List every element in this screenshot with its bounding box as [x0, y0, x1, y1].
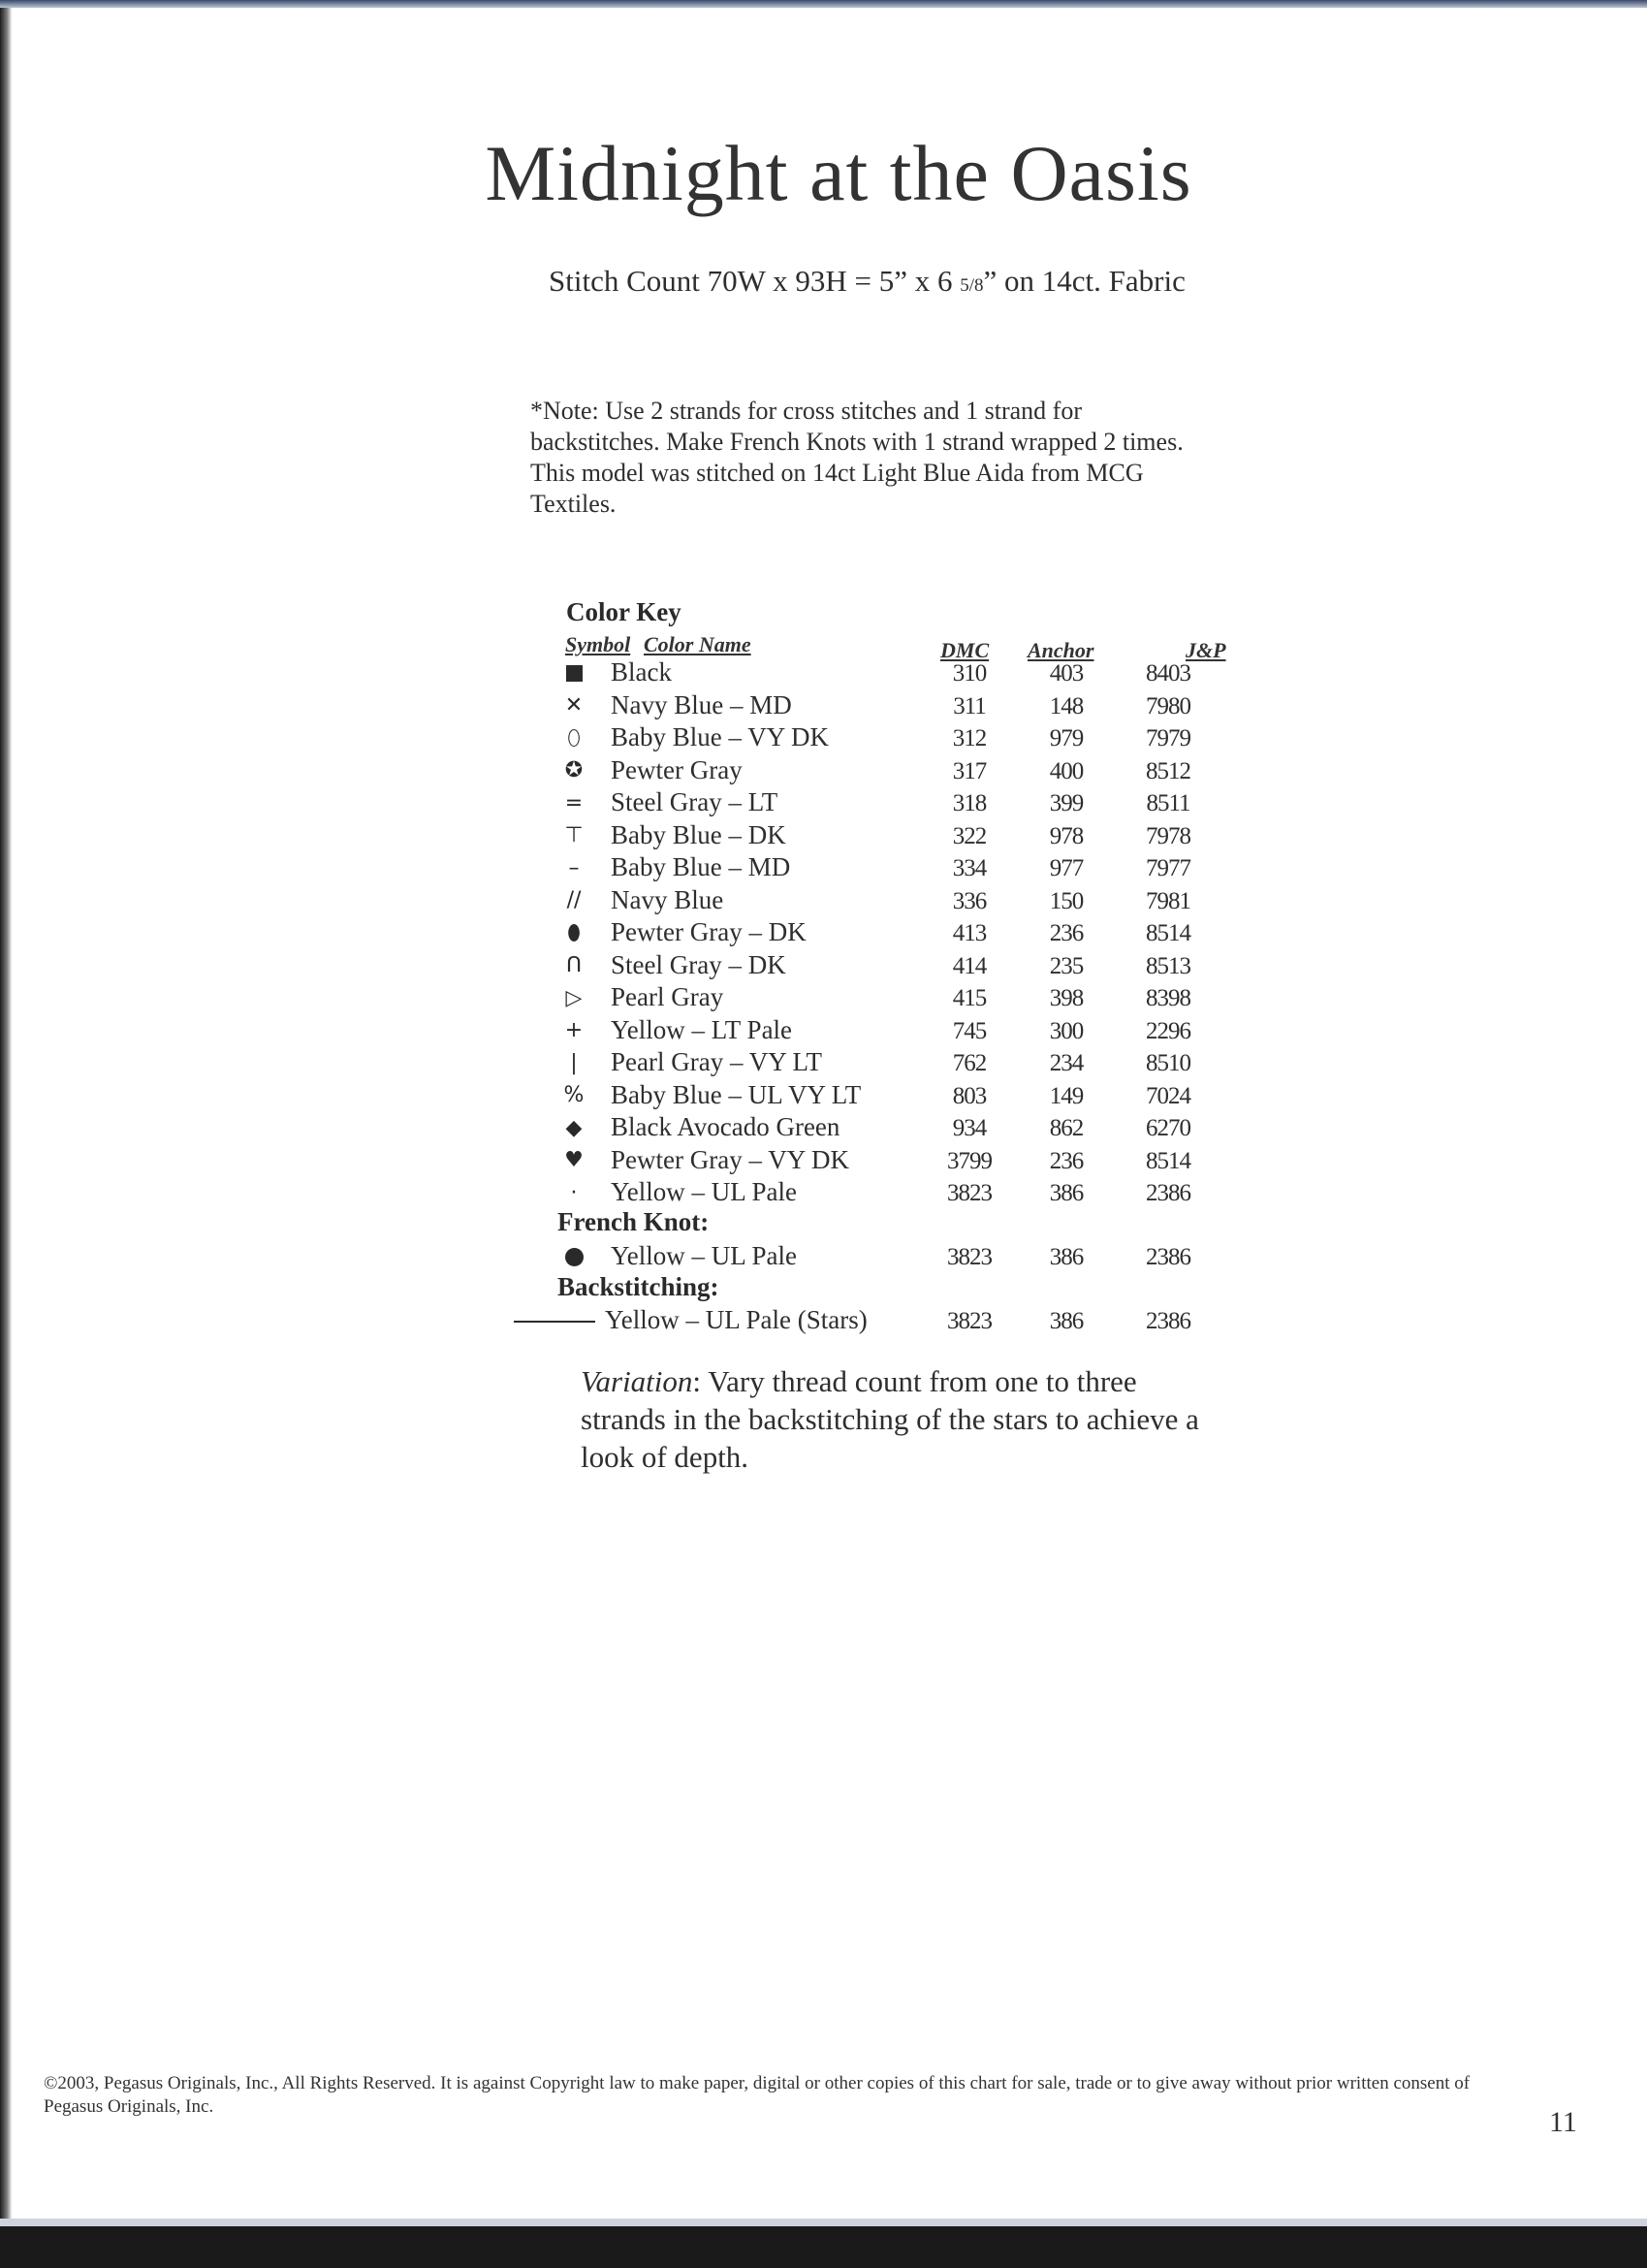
- french-knot-title: French Knot:: [557, 1207, 710, 1236]
- color-key-row: [0, 820, 1647, 851]
- dmc-number: 934: [952, 1115, 987, 1141]
- variation-label: Variation: [581, 1364, 693, 1398]
- dot-icon: ·: [570, 1180, 578, 1205]
- jp-number: 8514: [1146, 1147, 1190, 1174]
- color-name: Black: [611, 657, 672, 687]
- jp-number: 8514: [1146, 920, 1190, 946]
- jp-number: 7981: [1146, 887, 1190, 914]
- color-name: Yellow – LT Pale: [611, 1014, 793, 1044]
- backstitching-title: Backstitching:: [557, 1272, 719, 1301]
- header-dmc: DMC: [940, 638, 990, 662]
- stitch-count-suffix: ” on 14ct. Fabric: [983, 264, 1186, 298]
- jp-number: 2296: [1146, 1017, 1190, 1044]
- anchor-number: 236: [1049, 1147, 1084, 1174]
- jp-number: 2386: [1146, 1180, 1190, 1206]
- color-name: Navy Blue: [611, 884, 724, 914]
- anchor-number: 400: [1049, 757, 1084, 784]
- jp-number: 8510: [1146, 1050, 1190, 1076]
- anchor-number: 236: [1049, 920, 1084, 946]
- color-key-row: [0, 755, 1647, 786]
- page-number: 11: [1549, 2106, 1577, 2138]
- plus-icon: +: [564, 1018, 584, 1042]
- color-key-row: [0, 657, 1647, 688]
- dmc-number: 803: [952, 1082, 987, 1109]
- jp-number: 8403: [1146, 660, 1190, 687]
- color-key-row: [0, 917, 1647, 948]
- dmc-number: 3823: [947, 1180, 992, 1206]
- equals-icon: =: [564, 790, 584, 815]
- dmc-number: 334: [952, 855, 987, 881]
- anchor-number: 386: [1049, 1244, 1084, 1270]
- color-name: Steel Gray – LT: [611, 787, 778, 816]
- dmc-number: 311: [953, 692, 986, 719]
- anchor-number: 234: [1049, 1050, 1084, 1076]
- anchor-number: 978: [1049, 822, 1084, 849]
- color-key-row: [0, 722, 1647, 753]
- color-key-row: [0, 1015, 1647, 1046]
- double-slash-icon: //: [566, 888, 582, 912]
- header-anchor: Anchor: [1028, 638, 1094, 662]
- color-key-row: [0, 1112, 1647, 1143]
- anchor-number: 403: [1049, 660, 1084, 687]
- dmc-number: 3823: [947, 1308, 992, 1334]
- color-name: Pearl Gray – VY LT: [611, 1047, 822, 1076]
- anchor-number: 862: [1049, 1115, 1084, 1141]
- dmc-number: 3823: [947, 1244, 992, 1270]
- stitch-count-fraction: 5/8: [960, 275, 984, 296]
- anchor-number: 149: [1049, 1082, 1084, 1109]
- triangle-right-icon: ▷: [565, 985, 583, 1010]
- cross-x-icon: ✕: [564, 693, 584, 718]
- percent-icon: %: [563, 1083, 585, 1107]
- header-color-name: Color Name: [644, 632, 751, 656]
- filled-square-icon: [560, 657, 587, 688]
- anchor-number: 148: [1049, 692, 1084, 719]
- page-title: Midnight at the Oasis: [485, 129, 1192, 217]
- color-key-row: [0, 885, 1647, 916]
- color-name: Baby Blue – MD: [611, 852, 791, 881]
- anchor-number: 979: [1049, 725, 1084, 751]
- jp-number: 2386: [1146, 1308, 1190, 1334]
- stitch-count-prefix: Stitch Count 70W x 93H = 5” x 6: [549, 264, 961, 298]
- color-name: Pewter Gray – DK: [611, 917, 807, 946]
- jp-number: 8513: [1146, 952, 1190, 979]
- scan-edge-top: [0, 0, 1647, 8]
- french-knot-row: [0, 1241, 1647, 1272]
- jp-number: 7977: [1146, 855, 1190, 881]
- jp-number: 7980: [1146, 692, 1190, 719]
- dmc-number: 413: [952, 920, 987, 946]
- diamond-icon: ◆: [565, 1115, 583, 1140]
- hook-icon: ᑎ: [565, 953, 583, 977]
- scan-edge-bottom-strip: [0, 2219, 1647, 2226]
- color-name: Pewter Gray – VY DK: [611, 1144, 849, 1174]
- anchor-number: 398: [1049, 985, 1084, 1011]
- anchor-number: 386: [1049, 1308, 1084, 1334]
- color-key-row: [0, 1145, 1647, 1176]
- color-name: Pewter Gray: [611, 754, 743, 784]
- scan-edge-bottom: [0, 2226, 1647, 2268]
- dash-icon: –: [568, 855, 580, 880]
- stitch-count: [549, 264, 1186, 299]
- variation-text: : Vary thread count from one to three strands in the backstitching of the stars to achieve a look of depth.: [581, 1364, 1199, 1474]
- dmc-number: 745: [952, 1017, 987, 1044]
- anchor-number: 399: [1049, 790, 1084, 816]
- jp-number: 8512: [1146, 757, 1190, 784]
- oval-outline-icon: ⬯: [567, 725, 581, 751]
- jp-number: 8511: [1146, 790, 1190, 816]
- filled-oval-icon: ⬮: [567, 920, 581, 945]
- jp-number: 7024: [1146, 1082, 1190, 1109]
- variation-note: [581, 1362, 1220, 1476]
- color-key-title: Color Key: [566, 597, 681, 626]
- stitch-note: *Note: Use 2 strands for cross stitches and 1 strand for backstitches. Make French Knots with 1 strand wrapped 2 times. This model was stitched on 14ct Light Blue Aida from MCG Textiles.: [530, 397, 1184, 518]
- anchor-number: 386: [1049, 1180, 1084, 1206]
- anchor-number: 150: [1049, 887, 1084, 914]
- color-name: Baby Blue – DK: [611, 819, 786, 849]
- color-key-row: [0, 1177, 1647, 1208]
- anchor-number: 977: [1049, 855, 1084, 881]
- anchor-number: 300: [1049, 1017, 1084, 1044]
- jp-number: 6270: [1146, 1115, 1190, 1141]
- vertical-bar-icon: |: [570, 1050, 578, 1075]
- color-name: Baby Blue – VY DK: [611, 722, 829, 751]
- dmc-number: 336: [952, 887, 987, 914]
- filled-circle-icon: [560, 1241, 587, 1272]
- heart-icon: ♥: [564, 1148, 584, 1172]
- color-name: Yellow – UL Pale: [611, 1241, 798, 1270]
- color-key-row: [0, 852, 1647, 883]
- color-name: Baby Blue – UL VY LT: [611, 1079, 862, 1109]
- header-symbol: Symbol: [565, 632, 631, 656]
- color-key-row: [0, 787, 1647, 818]
- color-name: Pearl Gray: [611, 982, 724, 1011]
- jp-number: 2386: [1146, 1244, 1190, 1270]
- dmc-number: 312: [952, 725, 987, 751]
- copyright-notice: ©2003, Pegasus Originals, Inc., All Rights Reserved. It is against Copyright law to make paper, digital or other copies of this chart for sale, trade or to give away without prior written consent of Pegasus Originals, Inc.: [44, 2073, 1471, 2117]
- color-name: Yellow – UL Pale (Stars): [605, 1305, 868, 1334]
- header-jp: J&P: [1186, 638, 1226, 662]
- dmc-number: 414: [952, 952, 987, 979]
- tee-icon: ⊤: [564, 823, 584, 847]
- color-key-row: [0, 1047, 1647, 1078]
- jp-number: 7978: [1146, 822, 1190, 849]
- dmc-number: 415: [952, 985, 987, 1011]
- jp-number: 7979: [1146, 725, 1190, 751]
- dmc-number: 3799: [947, 1147, 992, 1174]
- circled-star-icon: ✪: [564, 758, 584, 783]
- color-key-row: [0, 1080, 1647, 1111]
- backstitching-row: [0, 1305, 1647, 1336]
- dmc-number: 318: [952, 790, 987, 816]
- color-key-row: [0, 982, 1647, 1013]
- color-name: Navy Blue – MD: [611, 689, 792, 719]
- dmc-number: 310: [952, 660, 987, 687]
- color-name: Steel Gray – DK: [611, 949, 786, 979]
- color-name: Yellow – UL Pale: [611, 1177, 798, 1206]
- color-name: Black Avocado Green: [611, 1112, 840, 1141]
- anchor-number: 235: [1049, 952, 1084, 979]
- color-key-row: [0, 950, 1647, 981]
- color-key-row: [0, 690, 1647, 721]
- dmc-number: 317: [952, 757, 987, 784]
- dmc-number: 322: [952, 822, 987, 849]
- dmc-number: 762: [952, 1050, 987, 1076]
- jp-number: 8398: [1146, 985, 1190, 1011]
